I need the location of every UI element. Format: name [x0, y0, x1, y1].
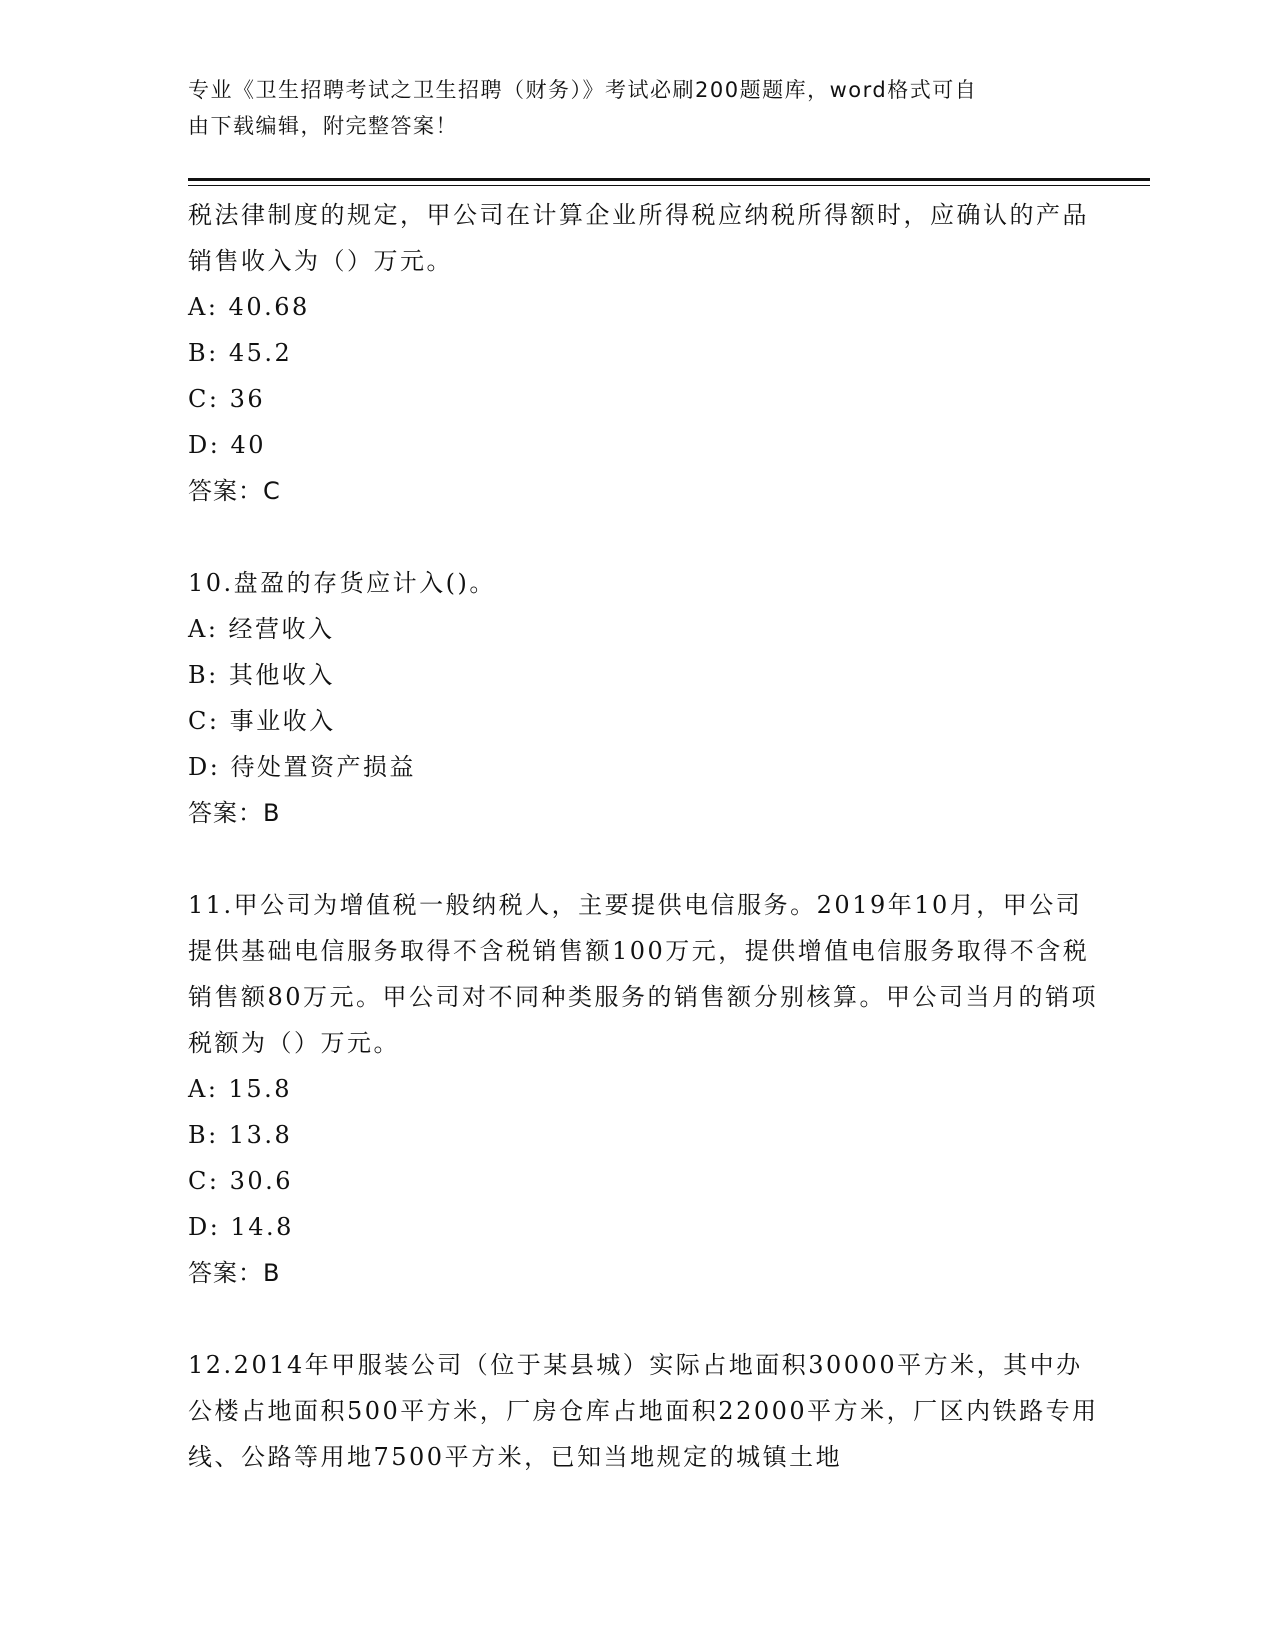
question-list	[188, 192, 1108, 1480]
answer: 答案：B	[188, 1259, 281, 1287]
option-c: C: 事业收入	[188, 707, 336, 735]
header-line-2: 由下载编辑，附完整答案！	[188, 114, 458, 138]
question-12	[188, 1342, 1108, 1480]
option-b: B: 其他收入	[188, 661, 335, 689]
header-divider-thin	[188, 185, 1150, 186]
spacer	[188, 836, 1108, 882]
question-9	[188, 192, 1108, 514]
option-d: D: 40	[188, 431, 266, 459]
spacer	[188, 514, 1108, 560]
question-10	[188, 560, 1108, 836]
option-a: A: 15.8	[188, 1075, 292, 1103]
question-text: 11.甲公司为增值税一般纳税人，主要提供电信服务。2019年10月，甲公司提供基础电信服务取得不含税销售额100万元，提供增值电信服务取得不含税销售额80万元。甲公司对不同种类服务的销售额分别核算。甲公司当月的销项税额为（）万元。	[188, 891, 1099, 1057]
header-line-1: 专业《卫生招聘考试之卫生招聘（财务）》考试必刷200题题库，word格式可自	[188, 78, 978, 102]
document-header	[188, 72, 1068, 144]
option-c: C: 30.6	[188, 1167, 294, 1195]
answer: 答案：B	[188, 799, 281, 827]
spacer	[188, 1296, 1108, 1342]
question-text: 税法律制度的规定，甲公司在计算企业所得税应纳税所得额时，应确认的产品销售收入为（）万元。	[188, 201, 1089, 275]
question-11	[188, 882, 1108, 1296]
option-c: C: 36	[188, 385, 266, 413]
option-d: D: 待处置资产损益	[188, 753, 416, 781]
option-a: A: 经营收入	[188, 615, 335, 643]
option-b: B: 13.8	[188, 1121, 293, 1149]
answer: 答案：C	[188, 477, 281, 505]
option-a: A: 40.68	[188, 293, 310, 321]
question-text: 12.2014年甲服装公司（位于某县城）实际占地面积30000平方米，其中办公楼占地面积500平方米，厂房仓库占地面积22000平方米，厂区内铁路专用线、公路等用地7500平方米，已知当地规定的城镇土地	[188, 1351, 1099, 1471]
option-b: B: 45.2	[188, 339, 293, 367]
option-d: D: 14.8	[188, 1213, 294, 1241]
header-divider-thick	[188, 178, 1150, 181]
question-text: 10.盘盈的存货应计入()。	[188, 569, 496, 597]
